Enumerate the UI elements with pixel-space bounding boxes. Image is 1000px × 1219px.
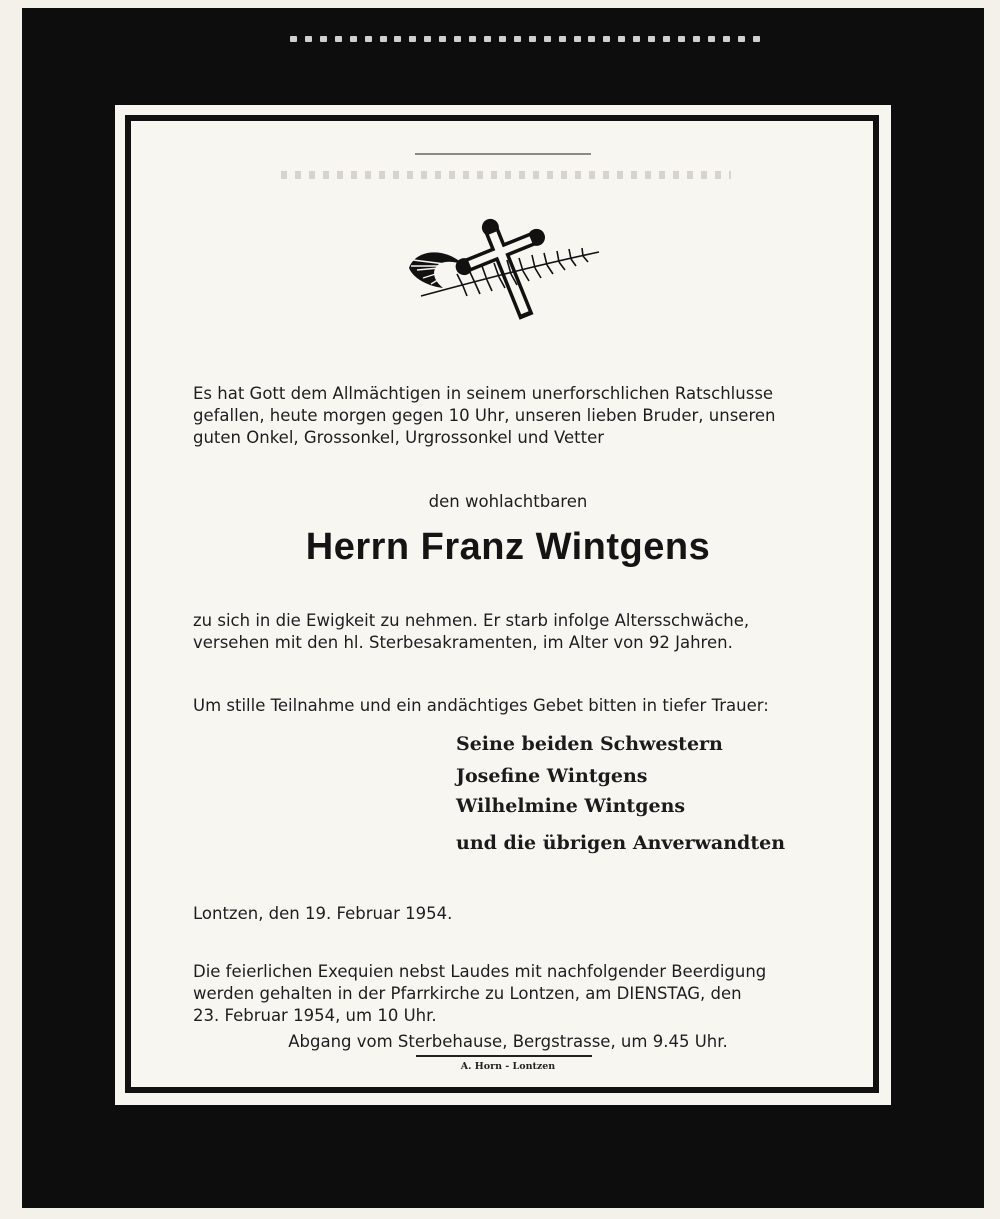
perforation-holes <box>290 36 760 44</box>
death-paragraph <box>193 610 833 654</box>
service-line: Die feierlichen Exequien nebst Laudes mit nachfolgender Beerdigung <box>193 962 767 981</box>
mourner-line: und die übrigen Anverwandten <box>456 832 786 854</box>
death-line: zu sich in die Ewigkeit zu nehmen. Er starb infolge Altersschwäche, <box>193 611 750 630</box>
intro-paragraph <box>193 383 833 449</box>
request-paragraph <box>193 695 833 717</box>
place-date-line: Lontzen, den 19. Februar 1954. <box>193 904 453 923</box>
honorific: den wohlachtbaren <box>428 492 588 511</box>
service-line: 23. Februar 1954, um 10 Uhr. <box>193 1006 437 1025</box>
intro-line: guten Onkel, Grossonkel, Urgrossonkel und Vetter <box>193 428 605 447</box>
deceased-name: Herrn Franz Wintgens <box>305 526 711 568</box>
cross-with-palm-branch-icon <box>403 216 613 326</box>
inner-black-border <box>125 115 879 1093</box>
mourner-line: Seine beiden Schwestern <box>456 733 723 755</box>
place-date <box>193 903 833 925</box>
printer-rule <box>416 1055 592 1057</box>
printer-imprint: A. Horn - Lontzen <box>460 1061 556 1072</box>
mourner-line: Wilhelmine Wintgens <box>456 795 686 817</box>
death-line: versehen mit den hl. Sterbesakramenten, im Alter von 92 Jahren. <box>193 633 733 652</box>
mourner-line: Josefine Wintgens <box>456 765 648 787</box>
departure-line: Abgang vom Sterbehause, Bergstrasse, um 9.45 Uhr. <box>288 1032 728 1051</box>
faint-offset-print <box>281 141 731 181</box>
service-line: werden gehalten in der Pfarrkirche zu Lontzen, am DIENSTAG, den <box>193 984 742 1003</box>
request-line: Um stille Teilnahme und ein andächtiges Gebet bitten in tiefer Trauer: <box>193 696 769 715</box>
black-mourning-frame <box>22 8 984 1208</box>
intro-line: Es hat Gott dem Allmächtigen in seinem unerforschlichen Ratschlusse <box>193 384 774 403</box>
death-notice-card <box>115 105 891 1105</box>
service-paragraph <box>193 961 833 1027</box>
intro-line: gefallen, heute morgen gegen 10 Uhr, unseren lieben Bruder, unseren <box>193 406 776 425</box>
